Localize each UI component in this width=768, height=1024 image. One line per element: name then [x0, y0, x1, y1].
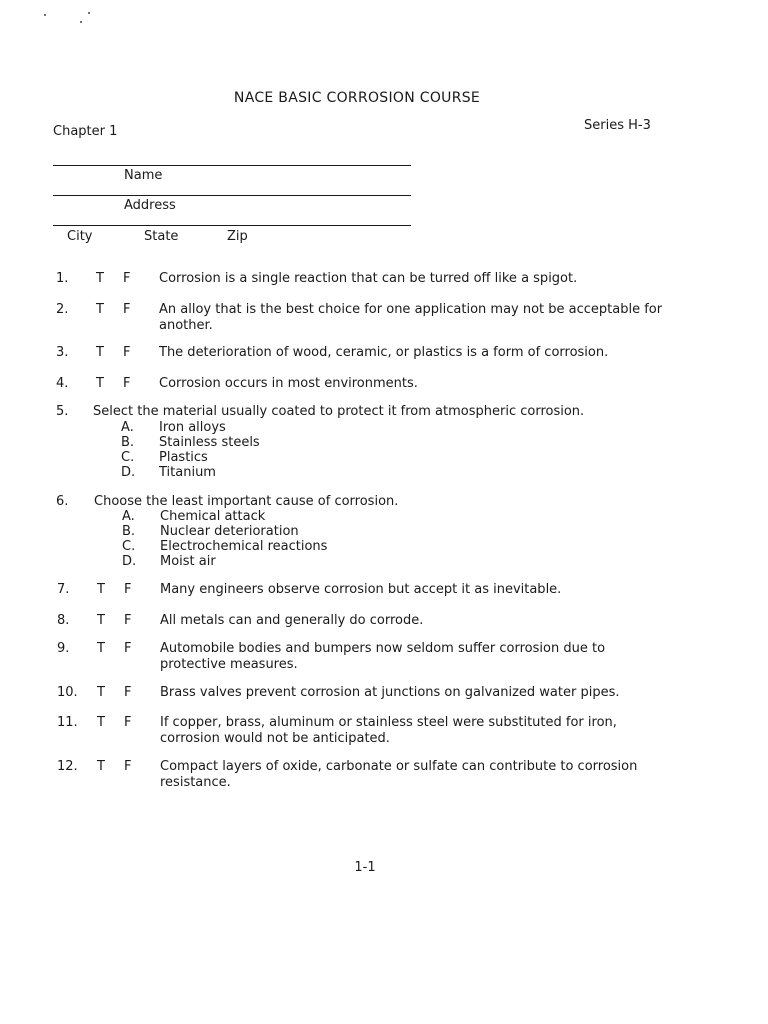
question-number: 10.	[57, 685, 78, 700]
true-option[interactable]: T	[97, 641, 105, 656]
scan-speck	[44, 14, 46, 16]
false-option[interactable]: F	[124, 759, 132, 774]
option-text: Iron alloys	[159, 420, 226, 435]
false-option[interactable]: F	[124, 613, 132, 628]
option-letter: D.	[122, 554, 137, 569]
true-option[interactable]: T	[97, 759, 105, 774]
option-6a[interactable]	[122, 509, 422, 525]
question-text: Corrosion is a single reaction that can be turred off like a spigot.	[159, 271, 578, 286]
option-letter: C.	[122, 539, 136, 554]
question-text: Automobile bodies and bumpers now seldom suffer corrosion due to protective measures.	[160, 641, 606, 672]
true-option[interactable]: T	[97, 685, 105, 700]
question-7	[57, 582, 677, 600]
address-label: Address	[124, 198, 176, 213]
false-option[interactable]: F	[124, 582, 132, 597]
true-option[interactable]: T	[96, 271, 104, 286]
page-number: 1-1	[354, 860, 376, 875]
option-text: Electrochemical reactions	[160, 539, 328, 554]
option-letter: C.	[121, 450, 135, 465]
true-option[interactable]: T	[96, 376, 104, 391]
option-text: Chemical attack	[160, 509, 266, 524]
option-6d[interactable]	[122, 554, 422, 570]
option-text: Nuclear deterioration	[160, 524, 299, 539]
question-11	[57, 715, 677, 749]
option-text: Plastics	[159, 450, 208, 465]
question-number: 12.	[57, 759, 78, 774]
question-text: An alloy that is the best choice for one application may not be acceptable for another.	[159, 302, 663, 333]
question-number: 8.	[57, 613, 70, 628]
true-option[interactable]: T	[97, 715, 105, 730]
question-number: 2.	[56, 302, 69, 317]
question-12	[57, 759, 677, 793]
question-number: 5.	[56, 404, 69, 419]
false-option[interactable]: F	[123, 271, 131, 286]
question-9	[57, 641, 677, 675]
false-option[interactable]: F	[124, 641, 132, 656]
scan-speck	[88, 12, 90, 14]
option-text: Titanium	[159, 465, 216, 480]
true-option[interactable]: T	[96, 302, 104, 317]
chapter-label: Chapter 1	[53, 124, 118, 139]
city-label: City	[67, 229, 93, 244]
option-text: Stainless steels	[159, 435, 260, 450]
name-label: Name	[124, 168, 163, 183]
option-5b[interactable]	[121, 435, 421, 451]
question-text: Many engineers observe corrosion but accept it as inevitable.	[160, 582, 562, 597]
document-title: NACE BASIC CORROSION COURSE	[233, 90, 481, 106]
city-state-zip-line[interactable]	[53, 225, 411, 226]
name-line[interactable]	[53, 165, 411, 166]
question-text: Select the material usually coated to protect it from atmospheric corrosion.	[93, 404, 585, 419]
option-text: Moist air	[160, 554, 216, 569]
question-4	[56, 376, 676, 394]
question-text: The deterioration of wood, ceramic, or plastics is a form of corrosion.	[159, 345, 609, 360]
state-label: State	[144, 229, 179, 244]
option-letter: A.	[121, 420, 134, 435]
true-option[interactable]: T	[96, 345, 104, 360]
question-2	[56, 302, 676, 336]
true-option[interactable]: T	[97, 613, 105, 628]
question-number: 6.	[56, 494, 69, 509]
question-1	[56, 271, 676, 289]
question-3	[56, 345, 676, 363]
false-option[interactable]: F	[123, 376, 131, 391]
option-5c[interactable]	[121, 450, 421, 466]
option-letter: B.	[122, 524, 136, 539]
false-option[interactable]: F	[123, 345, 131, 360]
option-letter: A.	[122, 509, 135, 524]
question-number: 1.	[56, 271, 69, 286]
option-5d[interactable]	[121, 465, 421, 481]
false-option[interactable]: F	[124, 685, 132, 700]
question-8	[57, 613, 677, 631]
question-text: Corrosion occurs in most environments.	[159, 376, 418, 391]
question-number: 4.	[56, 376, 69, 391]
question-text: Compact layers of oxide, carbonate or sulfate can contribute to corrosion resistance.	[160, 759, 638, 790]
question-number: 9.	[57, 641, 70, 656]
question-number: 3.	[56, 345, 69, 360]
address-line[interactable]	[53, 195, 411, 196]
false-option[interactable]: F	[123, 302, 131, 317]
series-label: Series H-3	[584, 118, 651, 133]
question-text: If copper, brass, aluminum or stainless steel were substituted for iron, corrosion would not be anticipated.	[160, 715, 617, 746]
option-letter: D.	[121, 465, 136, 480]
false-option[interactable]: F	[124, 715, 132, 730]
question-10	[57, 685, 677, 703]
question-text: Brass valves prevent corrosion at junctions on galvanized water pipes.	[160, 685, 620, 700]
scan-speck	[80, 21, 82, 23]
question-number: 11.	[57, 715, 78, 730]
option-6c[interactable]	[122, 539, 422, 555]
true-option[interactable]: T	[97, 582, 105, 597]
question-text: Choose the least important cause of corrosion.	[94, 494, 399, 509]
option-6b[interactable]	[122, 524, 422, 540]
question-text: All metals can and generally do corrode.	[160, 613, 424, 628]
option-letter: B.	[121, 435, 135, 450]
option-5a[interactable]	[121, 420, 421, 436]
zip-label: Zip	[227, 229, 248, 244]
question-number: 7.	[57, 582, 70, 597]
